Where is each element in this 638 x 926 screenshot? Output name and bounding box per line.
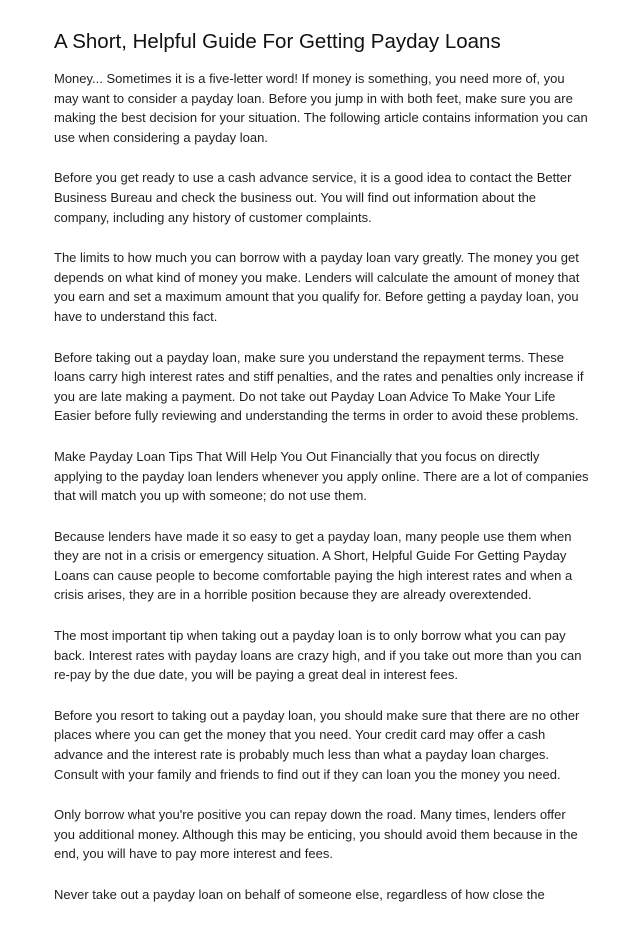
document-body xyxy=(54,69,590,926)
paragraph-line: depends on what kind of money you make. Lenders will calculate the amount of money that xyxy=(54,269,580,285)
paragraph-line: Before you resort to taking out a payday loan, you should make sure that there are no other xyxy=(54,707,580,723)
paragraph-line: advance and the interest rate is probably much less than what a payday loan charges. xyxy=(54,747,550,763)
paragraph-line: re-pay by the due date, you will be paying a great deal in interest fees. xyxy=(54,667,458,683)
paragraph-line: Business Bureau and check the business out. You will find out information about the xyxy=(54,189,537,205)
paragraph xyxy=(54,348,590,426)
paragraph-line: loans carry high interest rates and stiff penalties, and the rates and penalties only increase if xyxy=(54,369,584,385)
paragraph xyxy=(54,447,590,506)
paragraph xyxy=(54,168,590,227)
paragraph-line: Only borrow what you're positive you can repay down the road. Many times, lenders offer xyxy=(54,807,566,823)
paragraph-line: places where you can get the money that you need. Your credit card may offer a cash xyxy=(54,727,546,743)
document-title: A Short, Helpful Guide For Getting Payday Loans xyxy=(54,30,501,53)
paragraph xyxy=(54,706,590,784)
paragraph-line: The most important tip when taking out a payday loan is to only borrow what you can pay xyxy=(54,628,566,644)
paragraph xyxy=(54,626,590,685)
paragraph xyxy=(54,527,590,605)
paragraph-line: that will match you up with someone; do not use them. xyxy=(54,488,367,504)
paragraph-line: have to understand this fact. xyxy=(54,308,218,324)
paragraph-line: Loans can cause people to become comfortable paying the high interest rates and when a xyxy=(54,567,573,583)
paragraph-line: you are late making a payment. Do not take out Payday Loan Advice To Make Your Life xyxy=(54,388,556,404)
paragraph-line: applying to the payday loan lenders whenever you apply online. There are a lot of companies xyxy=(54,468,589,484)
paragraph xyxy=(54,248,590,326)
paragraph-line: Consult with your family and friends to find out if they can loan you the money you need. xyxy=(54,766,561,782)
paragraph xyxy=(54,69,590,147)
paragraph xyxy=(54,805,590,864)
paragraph-line: you additional money. Although this may be enticing, you should avoid them because in the xyxy=(54,826,578,842)
paragraph-line: The limits to how much you can borrow with a payday loan vary greatly. The money you get xyxy=(54,250,579,266)
paragraph-line: use when considering a payday loan. xyxy=(54,129,268,145)
paragraph-line: they are not in a crisis or emergency situation. A Short, Helpful Guide For Getting Payday xyxy=(54,548,567,564)
paragraph-line: may want to consider a payday loan. Before you jump in with both feet, make sure you are xyxy=(54,90,573,106)
paragraph-line: Easier before fully reviewing and understanding the terms in order to avoid these problems. xyxy=(54,408,579,424)
paragraph-line: back. Interest rates with payday loans are crazy high, and if you take out more than you can xyxy=(54,647,582,663)
paragraph-line: you earn and set a maximum amount that you qualify for. Before getting a payday loan, you xyxy=(54,289,579,305)
paragraph-line: company, including any history of customer complaints. xyxy=(54,209,372,225)
paragraph-line: end, you will have to pay more interest and fees. xyxy=(54,846,333,862)
paragraph-line: Because lenders have made it so easy to get a payday loan, many people use them when xyxy=(54,528,572,544)
paragraph-line: Before taking out a payday loan, make sure you understand the repayment terms. These xyxy=(54,349,564,365)
paragraph-line: making the best decision for your situation. The following article contains information you can xyxy=(54,110,588,126)
paragraph-line: Make Payday Loan Tips That Will Help You Out Financially that you focus on directly xyxy=(54,448,540,464)
paragraph xyxy=(54,885,590,905)
paragraph-line: crisis arises, they are in a horrible position because they are already overextended. xyxy=(54,587,532,603)
paragraph-line: Before you get ready to use a cash advance service, it is a good idea to contact the Better xyxy=(54,170,572,186)
paragraph-line: Money... Sometimes it is a five-letter word! If money is something, you need more of, you xyxy=(54,71,565,86)
paragraph-line: Never take out a payday loan on behalf of someone else, regardless of how close the xyxy=(54,887,545,902)
